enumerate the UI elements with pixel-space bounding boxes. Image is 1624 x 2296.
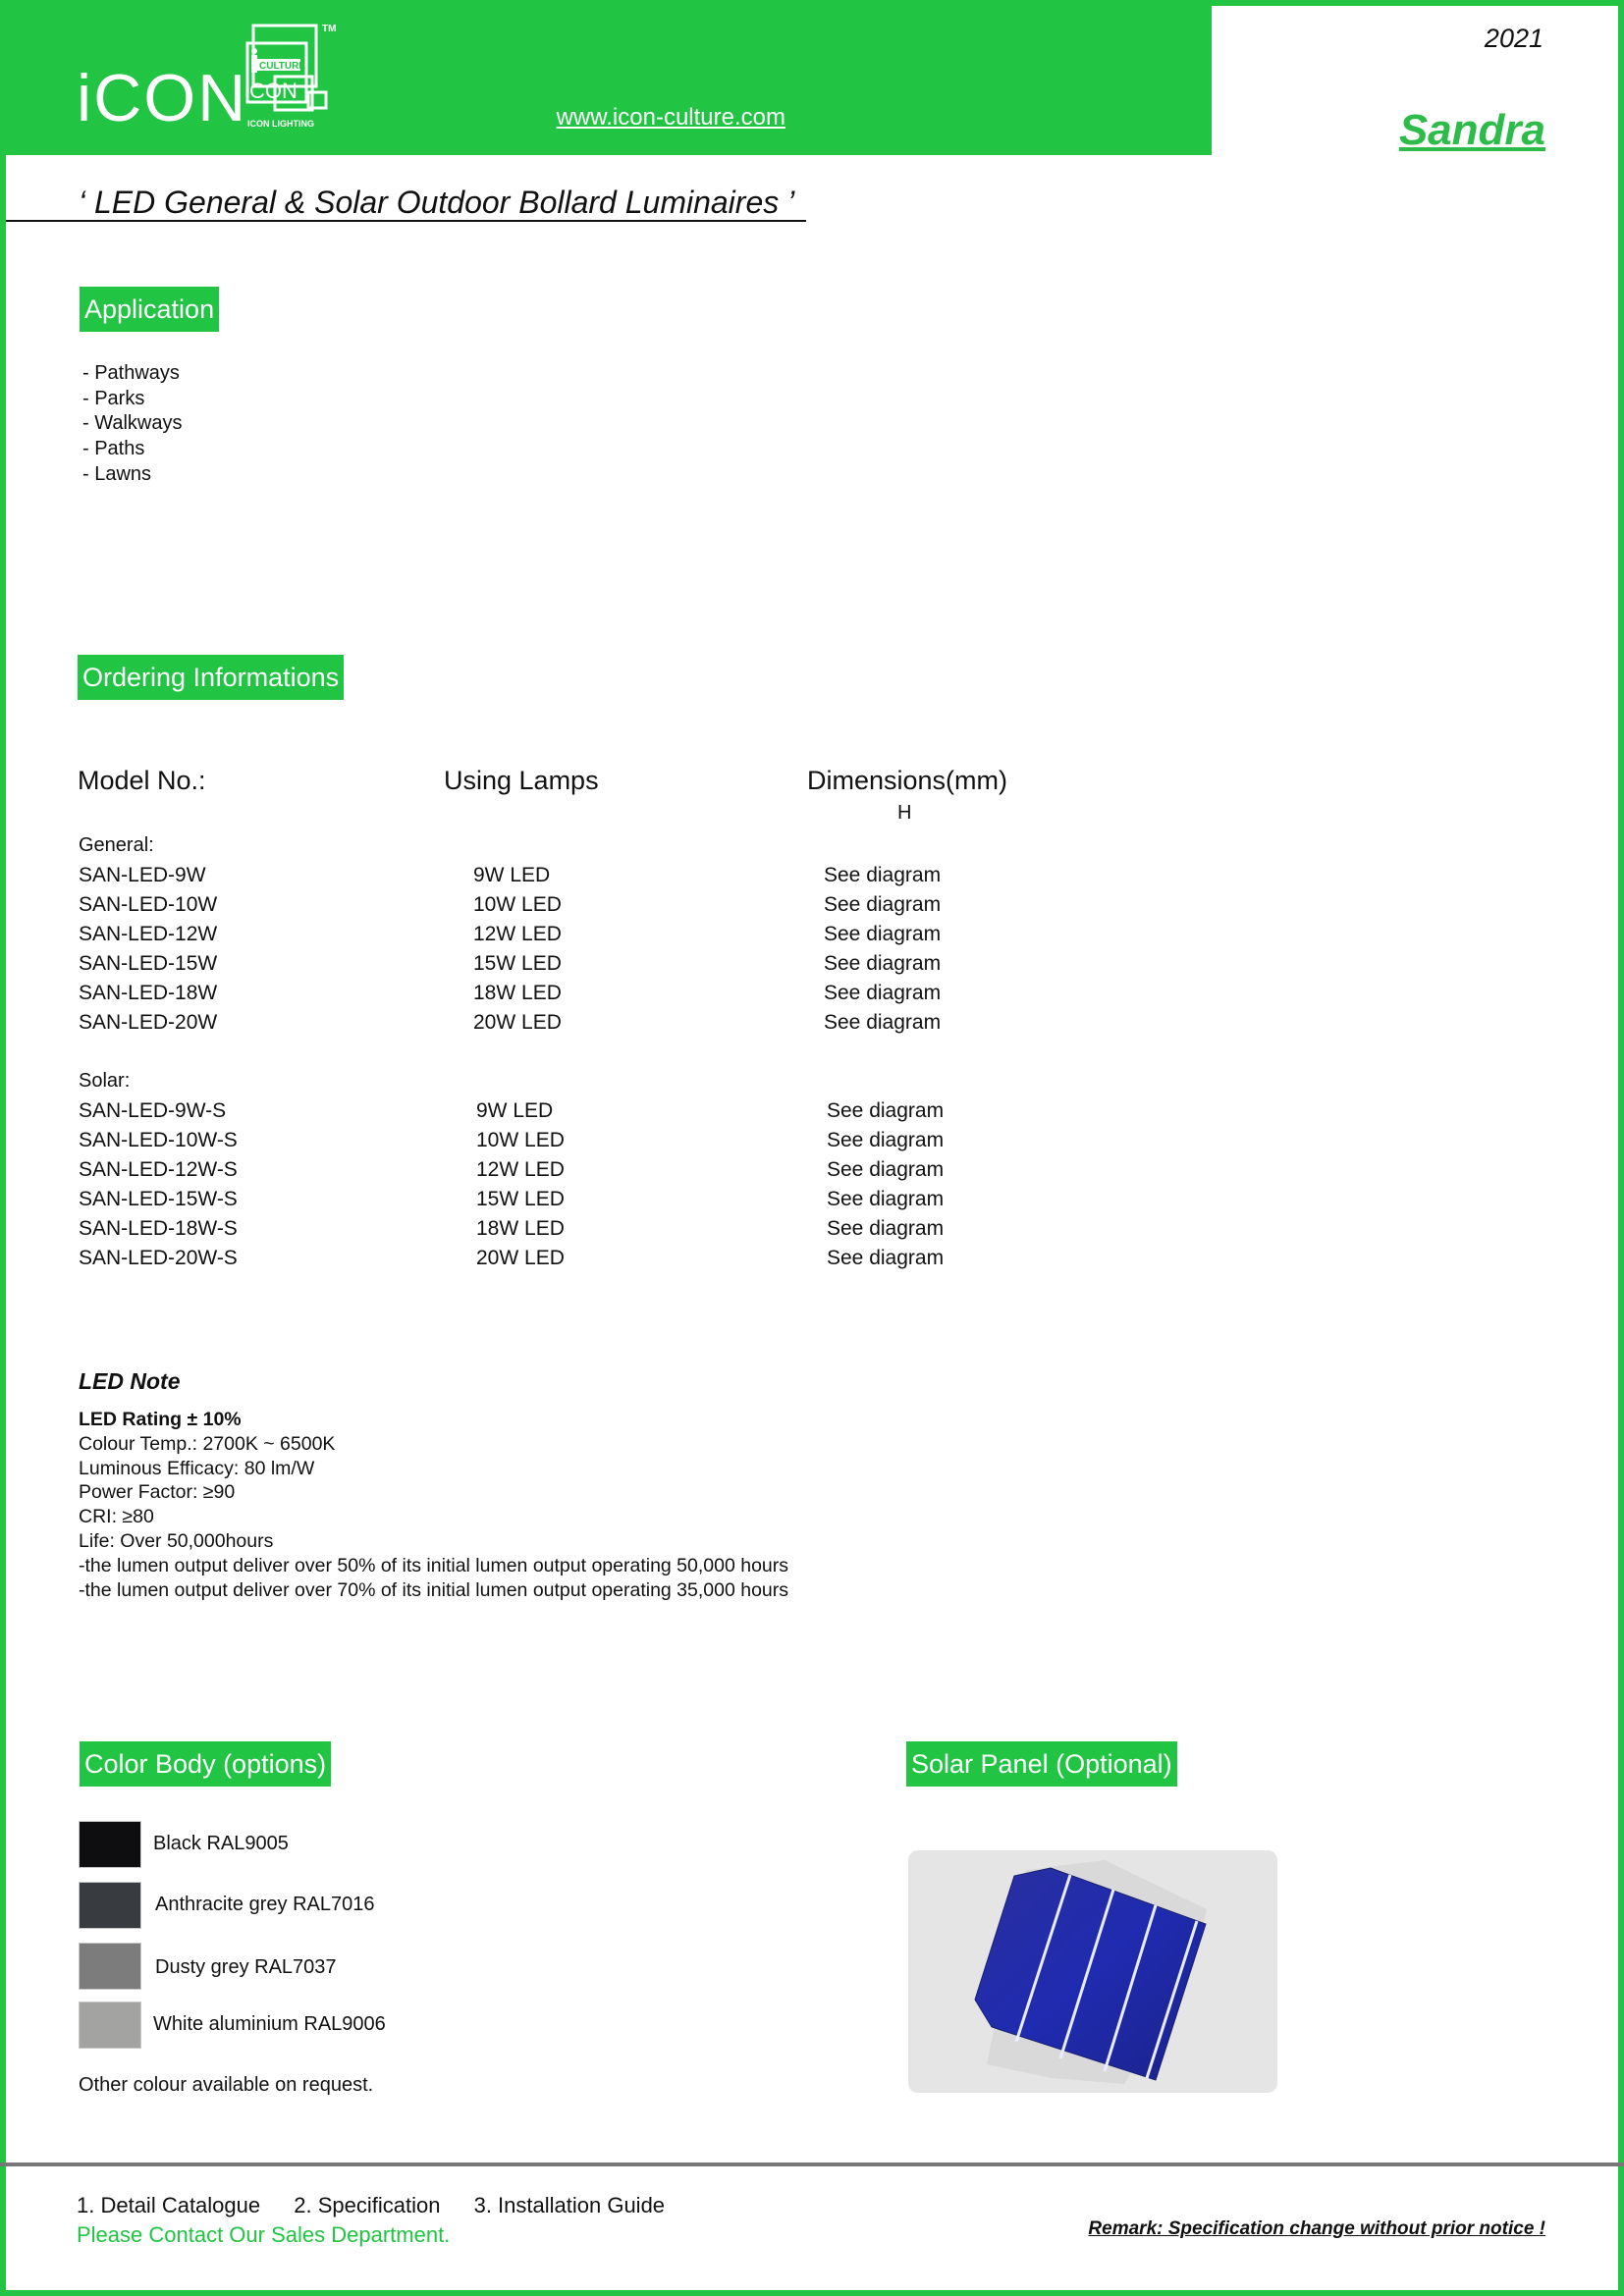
lamp-cell: 12W LED <box>476 1158 565 1181</box>
model-cell: SAN-LED-20W-S <box>79 1247 238 1269</box>
application-item: - Parks <box>82 387 145 409</box>
dims-cell: See diagram <box>827 1158 945 1181</box>
lamp-cell: 12W LED <box>473 923 562 945</box>
dims-cell: See diagram <box>824 952 942 975</box>
dims-cell: See diagram <box>827 1188 945 1210</box>
dims-cell: See diagram <box>824 1011 942 1034</box>
color-label: Dusty grey RAL7037 <box>155 1956 337 1978</box>
footer-links <box>77 2193 692 2218</box>
table-row <box>79 890 962 920</box>
color-swatch <box>79 1821 141 1868</box>
led-note-list <box>79 1408 788 1602</box>
lamp-cell: 10W LED <box>476 1129 565 1151</box>
application-item: - Paths <box>82 438 145 460</box>
model-cell: SAN-LED-9W <box>79 864 206 886</box>
logo-word-icon-lighting: ICON LIGHTING <box>247 119 314 129</box>
website-link[interactable]: www.icon-culture.com <box>556 104 785 131</box>
led-note-title: LED Note <box>79 1368 181 1394</box>
table-row <box>79 979 962 1008</box>
dims-cell: See diagram <box>824 864 942 886</box>
dims-cell: See diagram <box>827 1129 945 1151</box>
column-dimensions: Dimensions(mm) <box>807 766 1008 795</box>
icon-lighting-logo-icon <box>245 22 344 132</box>
model-cell: SAN-LED-10W-S <box>79 1129 238 1151</box>
model-cell: SAN-LED-20W <box>79 1011 218 1034</box>
solar-cell-icon <box>908 1850 1277 2093</box>
brand-name: iCON <box>77 61 248 135</box>
color-swatch <box>79 1943 141 1990</box>
header-band <box>0 0 1212 155</box>
general-rows <box>79 861 962 1038</box>
color-swatch <box>79 2002 141 2049</box>
catalogue-year: 2021 <box>1484 24 1543 53</box>
color-label: White aluminium RAL9006 <box>153 2013 386 2035</box>
led-note-line: Power Factor: ≥90 <box>79 1481 236 1504</box>
table-row <box>79 949 962 979</box>
lamp-cell: 20W LED <box>473 1011 562 1034</box>
lamp-cell: 15W LED <box>476 1188 565 1210</box>
logo-word-culture: CULTURE <box>259 61 306 72</box>
table-row <box>79 1155 962 1185</box>
lamp-cell: 10W LED <box>473 893 562 916</box>
model-cell: SAN-LED-15W <box>79 952 218 975</box>
model-cell: SAN-LED-15W-S <box>79 1188 238 1210</box>
model-cell: SAN-LED-18W <box>79 982 218 1004</box>
dims-cell: See diagram <box>827 1099 945 1122</box>
color-swatch <box>79 1882 141 1929</box>
model-cell: SAN-LED-12W <box>79 923 218 945</box>
led-note-line: CRI: ≥80 <box>79 1506 154 1528</box>
table-row <box>79 861 962 890</box>
document-title: ‘ LED General & Solar Outdoor Bollard Luminaires ’ <box>79 185 795 220</box>
ordering-heading: Ordering Informations <box>78 655 344 700</box>
lamp-cell: 15W LED <box>473 952 562 975</box>
column-lamps: Using Lamps <box>444 766 599 795</box>
lamp-cell: 18W LED <box>473 982 562 1004</box>
led-note-line: -the lumen output deliver over 50% of its initial lumen output operating 50,000 hours <box>79 1554 789 1576</box>
solar-rows <box>79 1096 962 1273</box>
column-dimensions-sub: H <box>897 802 912 824</box>
product-name: Sandra <box>1398 106 1545 154</box>
footer-link-specification[interactable]: 2. Specification <box>294 2193 441 2217</box>
lamp-cell: 9W LED <box>473 864 551 886</box>
model-cell: SAN-LED-9W-S <box>79 1099 227 1122</box>
application-item: - Walkways <box>82 412 183 435</box>
footer-link-installation-guide[interactable]: 3. Installation Guide <box>473 2193 666 2217</box>
title-underline <box>6 220 806 222</box>
general-group-label: General: <box>79 834 154 856</box>
solar-panel-image <box>908 1850 1277 2093</box>
led-note-line: Life: Over 50,000hours <box>79 1529 274 1552</box>
color-label: Black RAL9005 <box>153 1833 289 1854</box>
table-row <box>79 1214 962 1244</box>
logo-trademark: TM <box>322 24 337 34</box>
led-note-line: Colour Temp.: 2700K ~ 6500K <box>79 1432 336 1455</box>
dims-cell: See diagram <box>824 923 942 945</box>
footer-divider <box>0 2163 1624 2166</box>
led-note-line: -the lumen output deliver over 70% of its initial lumen output operating 35,000 hours <box>79 1578 789 1601</box>
color-body-heading: Color Body (options) <box>80 1741 331 1787</box>
remark-note: Remark: Specification change without prior notice ! <box>1088 2218 1545 2239</box>
application-heading: Application <box>80 287 219 332</box>
dims-cell: See diagram <box>827 1247 945 1269</box>
table-row <box>79 1008 962 1038</box>
lamp-cell: 20W LED <box>476 1247 565 1269</box>
led-note-line: Luminous Efficacy: 80 lm/W <box>79 1457 315 1479</box>
solar-panel-heading: Solar Panel (Optional) <box>906 1741 1177 1787</box>
application-item: - Pathways <box>82 362 180 384</box>
color-label: Anthracite grey RAL7016 <box>155 1894 375 1915</box>
lamp-cell: 9W LED <box>476 1099 554 1122</box>
dims-cell: See diagram <box>827 1217 945 1240</box>
solar-group-label: Solar: <box>79 1070 131 1092</box>
footer-link-detail-catalogue[interactable]: 1. Detail Catalogue <box>77 2193 261 2217</box>
table-row <box>79 920 962 949</box>
table-row <box>79 1244 962 1273</box>
application-item: - Lawns <box>82 462 152 485</box>
model-cell: SAN-LED-12W-S <box>79 1158 238 1181</box>
other-colour-note: Other colour available on request. <box>79 2074 374 2096</box>
dims-cell: See diagram <box>824 893 942 916</box>
application-list <box>82 361 182 488</box>
model-cell: SAN-LED-10W <box>79 893 218 916</box>
column-model: Model No.: <box>78 766 206 795</box>
table-row <box>79 1096 962 1126</box>
led-note-line: LED Rating ± 10% <box>79 1409 242 1430</box>
table-row <box>79 1185 962 1214</box>
logo-word-con: CON <box>249 79 298 103</box>
table-row <box>79 1126 962 1155</box>
lamp-cell: 18W LED <box>476 1217 565 1240</box>
model-cell: SAN-LED-18W-S <box>79 1217 238 1240</box>
dims-cell: See diagram <box>824 982 942 1004</box>
contact-note: Please Contact Our Sales Department. <box>77 2222 451 2247</box>
